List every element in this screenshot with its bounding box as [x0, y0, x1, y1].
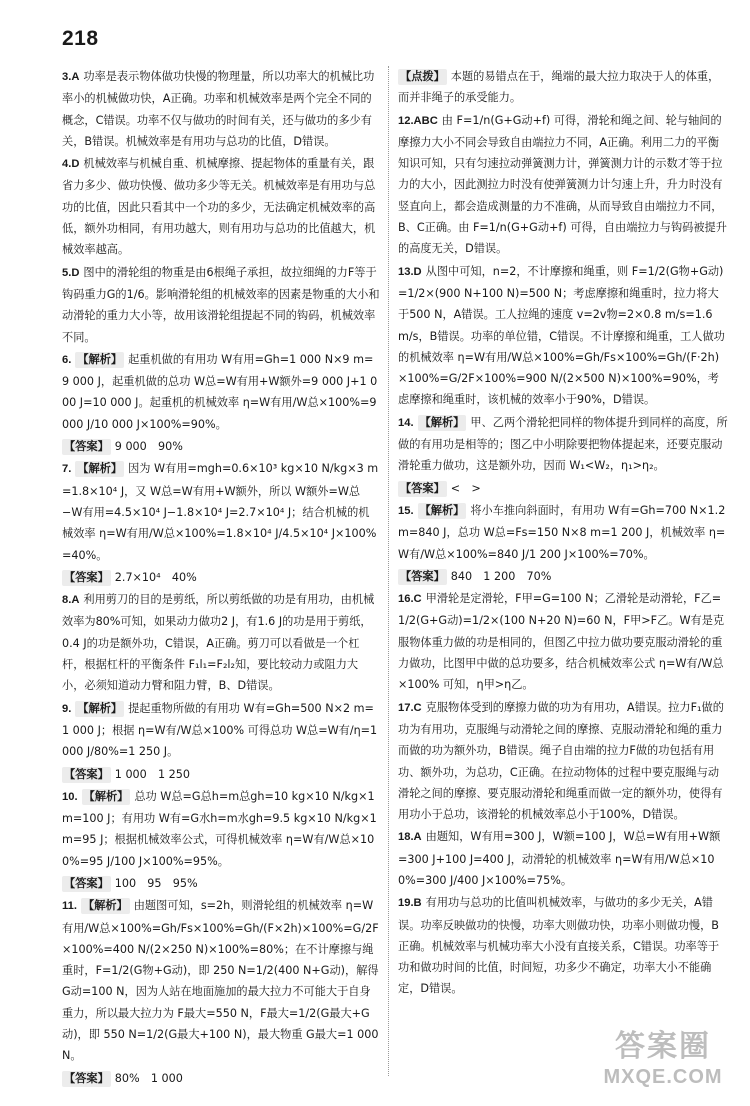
answer-entry — [62, 153, 380, 260]
section-tag: 【解析】 — [82, 899, 128, 913]
question-number: 17.C — [398, 701, 422, 714]
answer-entry — [62, 895, 380, 1066]
answer-entry — [62, 567, 380, 588]
section-tag: 【答案】 — [400, 569, 445, 583]
section-tag: 【点拨】 — [400, 70, 445, 83]
answer-text: 将小车推向斜面时，有用功 W有=Gh=700 N×1.2 m=840 J，总功 W总=Fs=150 N×8 m=1 200 J，机械效率 η=W有/W总×100%=840 J/1 200 J×100%=70%。 — [398, 503, 726, 561]
section-tag: 【答案】 — [400, 481, 445, 495]
answer-text: 利用剪刀的目的是剪纸，所以剪纸做的功是有用功，由机械效率为80%可知，如果动力做功2 J，有1.6 J的功是用于剪纸，0.4 J的功是额外功，C错误，A正确。剪刀可以看做是一个杠杆，根据杠杆的平衡条件 F₁l₁=F₂l₂知，要比较动力或阻力大小，必须知道动力臂和阻力臂，B、D错误。 — [62, 593, 375, 693]
answer-text: 840 1 200 70% — [450, 569, 552, 583]
answer-entry — [398, 588, 728, 695]
section-tag: 【答案】 — [64, 440, 109, 454]
answer-entry — [398, 892, 728, 999]
question-number: 14. — [398, 416, 414, 429]
answer-text: 机械效率与机械自重、机械摩擦、提起物体的重量有关，跟省力多少、做功快慢、做功多少等无关。机械效率是有用功与总功的比值，因此只看其中一个功的多少，无法确定机械效率的高低，额外功相同，有用功越大，则有用功与总功的比值越大，机械效率越高。 — [62, 157, 376, 257]
question-number: 11. — [62, 900, 77, 913]
answer-entry — [398, 110, 728, 260]
answer-text: 本题的易错点在于，绳端的最大拉力取决于人的体重，而并非绳子的承受能力。 — [398, 70, 720, 105]
answer-entry — [398, 826, 728, 891]
section-tag: 【答案】 — [64, 876, 109, 890]
answer-text: 有用功与总功的比值叫机械效率，与做功的多少无关，A错误。功率反映做功的快慢，功率大则做功快，功率小则做功慢，B正确。机械效率与机械功率大小没有直接关系，C错误。功率等于功和做功时间的比值，时间短，功多少不确定，功率大小不能确定，D错误。 — [398, 896, 720, 996]
question-number: 13.D — [398, 265, 422, 278]
answer-text: 总功 W总=G总h=m总gh=10 kg×10 N/kg×1 m=100 J；有用功 W有=G水h=m水gh=9.5 kg×10 N/kg×1 m=95 J；根据机械效率公式，可得机械效率 η=W有/W总×100%=95 J/100 J×100%=95%。 — [62, 789, 377, 868]
section-tag: 【答案】 — [64, 767, 109, 781]
right-column — [398, 66, 728, 1001]
answer-text: 2.7×10⁴ 40% — [114, 570, 197, 584]
section-tag: 【解析】 — [419, 503, 465, 517]
answer-text: < > — [450, 481, 481, 495]
answer-entry — [398, 478, 728, 499]
answer-entry — [398, 697, 728, 826]
answer-entry — [398, 566, 728, 587]
answer-text: 80% 1 000 — [114, 1071, 183, 1085]
answer-text: 由题知，W有用=300 J，W额=100 J，W总=W有用+W额=300 J+100 J=400 J，动滑轮的机械效率 η=W有用/W总×100%=300 J/400 J×100%=75%。 — [398, 830, 721, 887]
page-number: 218 — [62, 27, 99, 50]
answer-entry — [62, 698, 380, 763]
answer-entry — [398, 261, 728, 411]
answer-text: 甲、乙两个滑轮把同样的物体提升到同样的高度，所做的有用功是相等的；图乙中小明除要把物体提起来，还要克服动滑轮重力做功，这是额外功，因而 W₁<W₂，η₁>η₂。 — [398, 415, 728, 473]
question-number: 7. — [62, 463, 72, 476]
answer-text: 提起重物所做的有用功 W有=Gh=500 N×2 m=1 000 J；根据 η=W有/W总×100% 可得总功 W总=W有/η=1 000 J/80%=1 250 J。 — [62, 701, 378, 759]
answer-entry — [398, 66, 728, 109]
left-column — [62, 66, 380, 1090]
question-number: 18.A — [398, 831, 422, 844]
section-tag: 【解析】 — [77, 701, 123, 715]
section-tag: 【解析】 — [77, 352, 123, 366]
question-number: 12.ABC — [398, 114, 438, 127]
answer-entry — [62, 873, 380, 894]
question-number: 5.D — [62, 266, 80, 279]
answer-text: 100 95 95% — [114, 876, 198, 890]
question-number: 9. — [62, 702, 72, 715]
answer-text: 功率是表示物体做功快慢的物理量，所以功率大的机械比功率小的机械做功快，A正确。功率和机械效率是两个完全不同的概念，C错误。功率不仅与做功的时间有关，还与做功的多少有关，B错误。机械效率是有用功与总功的比值，D错误。 — [62, 70, 375, 148]
answer-entry — [398, 500, 728, 565]
section-tag: 【答案】 — [64, 570, 109, 584]
watermark-top: 答案圈 — [615, 1030, 711, 1063]
answer-entry — [398, 412, 728, 477]
column-divider — [388, 66, 389, 1076]
answer-entry — [62, 436, 380, 457]
answer-text: 克服物体受到的摩擦力做的功为有用功，A错误。拉力F₁做的功为有用功，克服绳与动滑轮之间的摩擦、克服动滑轮和绳的重力而做的功为额外功，B错误。绳子自由端的拉力F做的功包括有用功、额外功，为总功，C正确。在拉动物体的过程中要克服绳与动滑轮之间的摩擦、要克服动滑轮和绳重而做一定的额外功，使得有用功小于总功，该滑轮的机械效率总小于100%，D错误。 — [398, 700, 724, 822]
watermark-bottom: MXQE.COM — [603, 1066, 723, 1088]
answer-text: 1 000 1 250 — [114, 767, 191, 781]
question-number: 15. — [398, 504, 414, 517]
question-number: 19.B — [398, 897, 422, 910]
answer-text: 图中的滑轮组的物重是由6根绳子承担，故拉细绳的力F等于钩码重力G的1/6。影响滑轮组的机械效率的因素是物重的大小和动滑轮的重力大小等，故用该滑轮组提起不同的钩码，机械效率不同。 — [62, 265, 380, 344]
answer-text: 由 F=1/n(G+G动+f) 可得，滑轮和绳之间、轮与轴间的摩擦力大小不同会导致自由端拉力不同，A正确。利用二力的平衡知识可知，只有匀速拉动弹簧测力计，弹簧测力计的示数才等于拉力的大小，因此测拉力时没有使弹簧测力计匀速上升，升力时没有竖直向上，都会造成测量的力不准确，从而导致自由端拉力不同，B、C正确。由 F=1/n(G+G动+f) 可得，自由端拉力与钩码被提升的高度无关，D错误。 — [398, 113, 727, 256]
answer-text: 从图中可知，n=2，不计摩擦和绳重，则 F=1/2(G物+G动)=1/2×(900 N+100 N)=500 N；考虑摩擦和绳重时，拉力将大于500 N，A错误。工人拉绳的速度 v=2v物=2×0.8 m/s=1.6 m/s，B错误。功率的单位错，C错误。不计摩擦和绳重，工人做功的机械效率 η=W有用/W总×100%=Gh/Fs×100%=Gh/(F·2h)×100%=G/2F×100%=900 N/(2×500 N)×100%=90%，考虑摩擦和绳重时，该机械的效率小于90%，D错误。 — [398, 264, 725, 407]
answer-text: 甲滑轮是定滑轮，F甲=G=100 N；乙滑轮是动滑轮，F乙=1/2(G+G动)=1/2×(100 N+20 N)=60 N，F甲>F乙。W有是克服物体重力做的功是相同的，但图乙中拉力做功要克服动滑轮的重力做功，比图甲中做的总功要多，结合机械效率公式 η=W有/W总×100% 可知，η甲>η乙。 — [398, 592, 725, 692]
question-number: 4.D — [62, 158, 80, 171]
section-tag: 【解析】 — [77, 462, 123, 476]
question-number: 16.C — [398, 593, 422, 606]
section-tag: 【解析】 — [419, 415, 465, 429]
answer-text: 由题图可知，s=2h，则滑轮组的机械效率 η=W有用/W总×100%=Gh/Fs×100%=Gh/(F×2h)×100%=G/2F×100%=400 N/(2×250 N)×100%=80%；在不计摩擦与绳重时，F=1/2(G物+G动)，即 250 N=1/2(400 N+G动)，解得 G动=100 N，因为人站在地面施加的最大拉力不可能大于自身重力，所以最大拉力为 F最大=550 N，F最大=1/2(G最大+G动)，即 550 N=1/2(G最大+100 N)，最大物重 G最大=1 000 N。 — [62, 899, 379, 1063]
answer-entry — [62, 458, 380, 565]
answer-entry — [62, 786, 380, 872]
watermark-logo — [588, 1030, 738, 1100]
answer-entry — [62, 262, 380, 348]
answer-entry — [62, 589, 380, 696]
answer-entry — [62, 349, 380, 435]
question-number: 3.A — [62, 71, 80, 83]
section-tag: 【解析】 — [83, 789, 129, 803]
question-number: 10. — [62, 790, 78, 803]
question-number: 6. — [62, 353, 72, 366]
question-number: 8.A — [62, 594, 80, 607]
answer-text: 因为 W有用=mgh=0.6×10³ kg×10 N/kg×3 m=1.8×10⁴ J，又 W总=W有用+W额外，所以 W额外=W总−W有用=4.5×10⁴ J−1.8×10⁴ J=2.7×10⁴ J；结合机械的机械效率 η=W有用/W总×100%=1.8×10⁴ J/4.5×10⁴ J×100%=40%。 — [62, 462, 379, 562]
answer-entry — [62, 764, 380, 785]
answer-entry — [62, 1068, 380, 1089]
answer-entry — [62, 66, 380, 152]
section-tag: 【答案】 — [64, 1071, 109, 1085]
answer-text: 起重机做的有用功 W有用=Gh=1 000 N×9 m=9 000 J，起重机做的总功 W总=W有用+W额外=9 000 J+1 000 J=10 000 J。起重机的机械效率 η=W有用/W总×100%=9 000 J/10 000 J×100%=90%。 — [62, 352, 378, 431]
answer-text: 9 000 90% — [114, 440, 183, 454]
